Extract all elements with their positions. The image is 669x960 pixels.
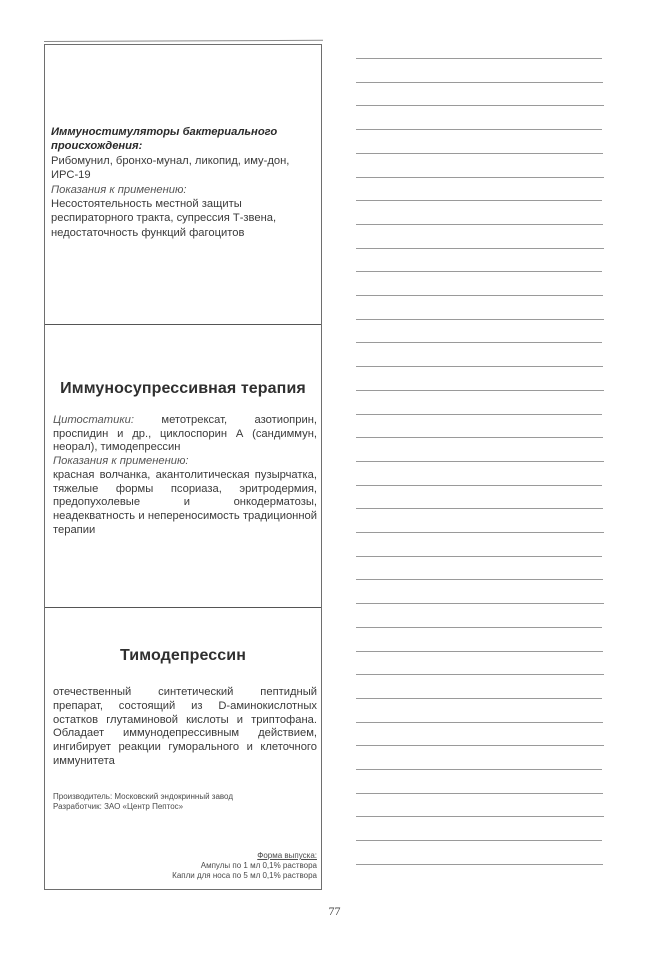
note-line xyxy=(356,627,602,628)
note-line xyxy=(356,485,602,486)
section2-body xyxy=(53,414,317,537)
note-line xyxy=(356,674,604,675)
note-line xyxy=(356,105,604,106)
section-immunosuppressive-therapy xyxy=(45,324,321,607)
note-line xyxy=(356,82,603,83)
developer: Разработчик: ЗАО «Центр Пептос» xyxy=(53,802,184,811)
note-line xyxy=(356,508,603,509)
section-thymodepressin xyxy=(45,607,321,891)
note-line xyxy=(356,224,603,225)
note-line xyxy=(356,248,604,249)
note-line xyxy=(356,603,604,604)
note-line xyxy=(356,816,604,817)
note-line xyxy=(356,651,603,652)
note-line xyxy=(356,840,602,841)
note-line xyxy=(356,390,604,391)
section1-indications: Несостоятельность местной защиты респираторного тракта, супрессия Т-звена, недостаточность функций фагоцитов xyxy=(51,198,277,239)
section2-indications: красная волчанка, акантолитическая пузырчатка, тяжелые формы псориаза, эритродермия, предопухолевые и онкодерматозы, неадекватность и непереносимость традиционной терапии xyxy=(53,468,317,536)
note-line xyxy=(356,342,602,343)
note-line xyxy=(356,153,603,154)
page-number: 77 xyxy=(328,904,341,918)
note-line xyxy=(356,271,602,272)
release-form xyxy=(53,851,317,881)
note-line xyxy=(356,579,603,580)
section1-title: Иммуностимуляторы бактериального происхождения: xyxy=(51,126,278,153)
note-line xyxy=(356,437,603,438)
note-line xyxy=(356,295,603,296)
note-line xyxy=(356,129,602,130)
section2-indications-label: Показания к применению: xyxy=(53,455,189,468)
manufacturer: Производитель: Московский эндокринный завод xyxy=(53,792,233,801)
note-line xyxy=(356,532,604,533)
note-line xyxy=(356,745,604,746)
section2-cytostatics xyxy=(53,414,317,455)
card-top-border xyxy=(44,40,323,42)
note-line xyxy=(356,698,602,699)
producer-info xyxy=(53,792,317,812)
info-card xyxy=(44,44,322,890)
cytostatics-label: Цитостатики: xyxy=(53,414,134,426)
note-line xyxy=(356,200,602,201)
section-bacterial-immunostimulators xyxy=(45,45,321,324)
section2-title: Иммуносупрессивная терапия xyxy=(60,380,306,397)
release-form-1: Ампулы по 1 мл 0,1% раствора xyxy=(200,861,317,870)
note-line xyxy=(356,366,603,367)
cytostatics-list: метотрексат, азотиоприн, проспидин и др., циклоспорин А (сандиммун, неорал), тимодепрессин xyxy=(53,414,317,454)
note-line xyxy=(356,414,602,415)
section1-body xyxy=(51,125,317,240)
note-line xyxy=(356,864,603,865)
section3-description: отечественный синтетический пептидный препарат, состоящий из D-аминокислотных остатков глутаминовой кислоты и триптофана. Обладает иммунодепрессивным действием, ингибирует реакции гуморального и клеточного иммунитета xyxy=(53,686,317,767)
section1-drugs: Рибомунил, бронхо-мунал, ликопид, иму-дон, ИРС-19 xyxy=(51,154,290,182)
note-line xyxy=(356,319,604,320)
note-line xyxy=(356,556,602,557)
section3-title: Тимодепрессин xyxy=(120,647,246,664)
note-line xyxy=(356,722,603,723)
note-line xyxy=(356,177,604,178)
note-line xyxy=(356,769,602,770)
note-line xyxy=(356,58,602,59)
note-line xyxy=(356,793,603,794)
release-form-2: Капли для носа по 5 мл 0,1% раствора xyxy=(172,871,317,880)
notes-lines xyxy=(356,0,606,960)
note-line xyxy=(356,461,604,462)
section1-indications-label: Показания к применению: xyxy=(51,183,187,196)
release-form-label: Форма выпуска: xyxy=(257,851,317,860)
